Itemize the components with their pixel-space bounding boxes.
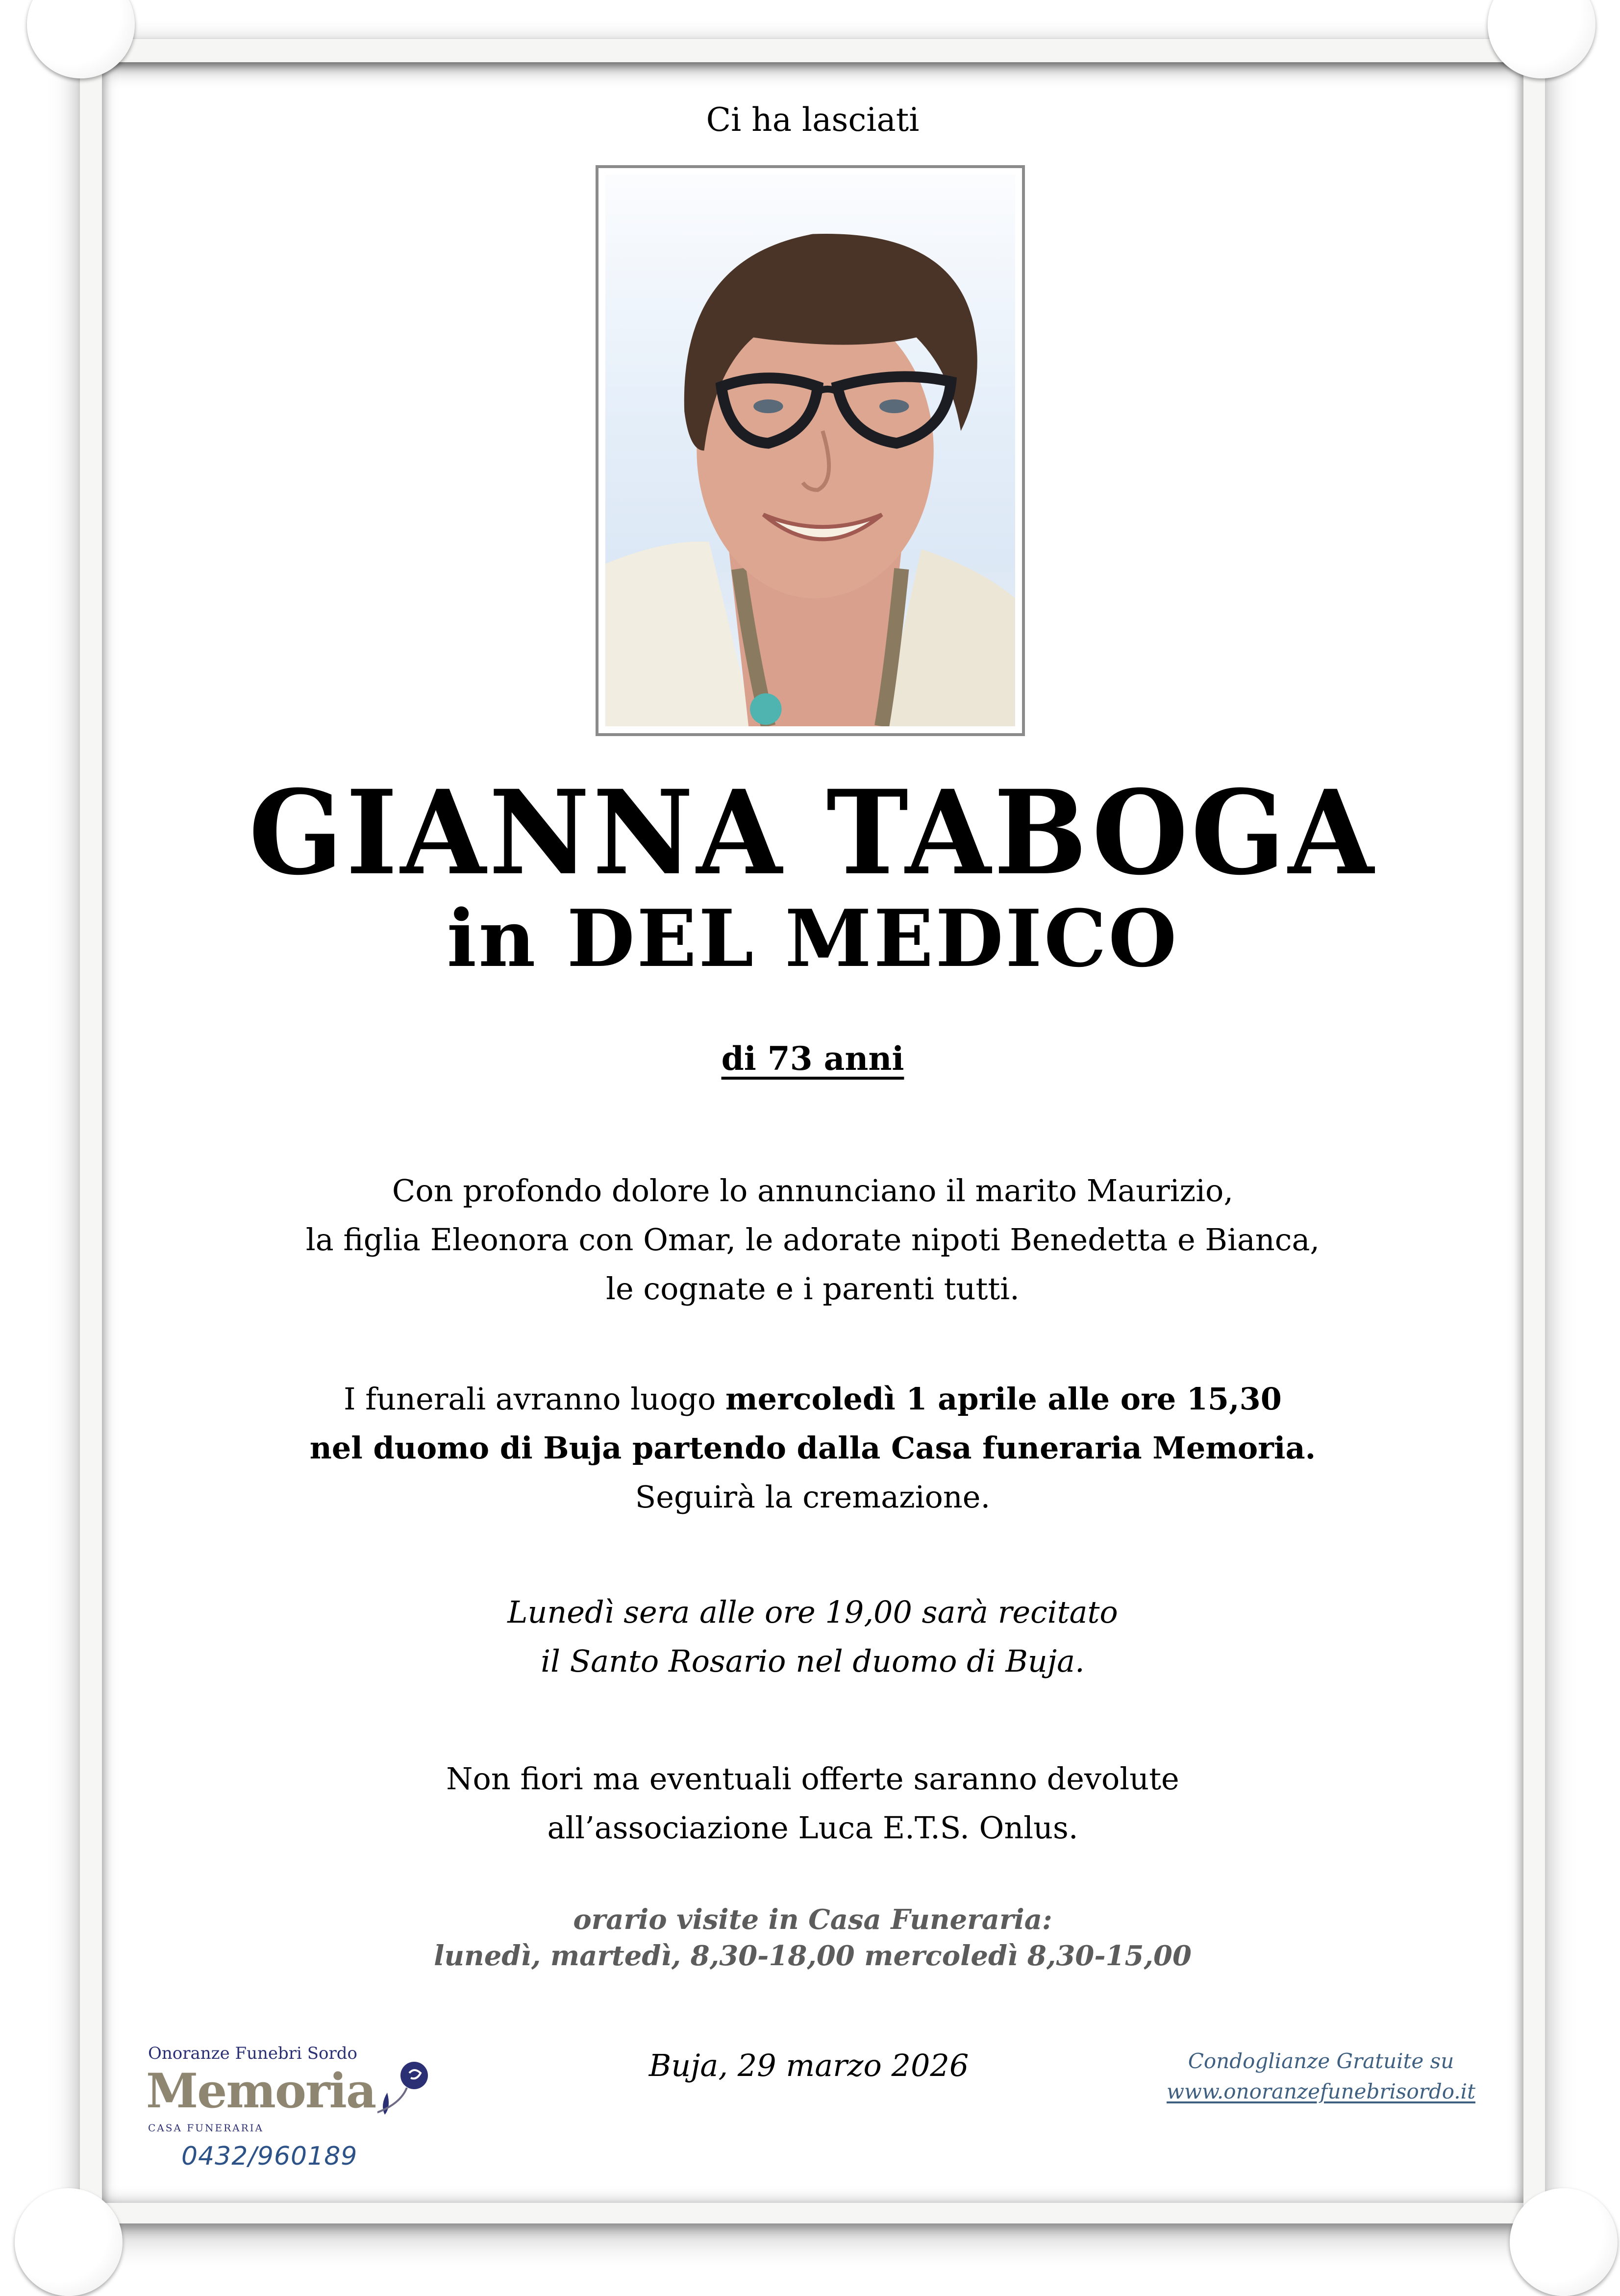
website-link[interactable]: www.onoranzefunebrisordo.it <box>1167 2079 1475 2103</box>
funeral-home-logo <box>142 2024 446 2142</box>
condolences-label: Condoglianze Gratuite su <box>1188 2049 1454 2073</box>
frame-right-bar <box>1523 39 1545 2223</box>
logo-subtitle: CASA FUNERARIA <box>148 2122 264 2134</box>
visiting-hours-title: orario visite in Casa Funeraria: <box>573 1903 1052 1936</box>
funeral-line-1 <box>102 1375 1523 1424</box>
funeral-line-2 <box>102 1424 1523 1473</box>
intro-text: Ci ha lasciati <box>706 101 920 139</box>
frame-corner-bottom-left <box>15 2188 123 2296</box>
funeral-location: nel duomo di Buja partendo dalla Casa funeraria Memoria. <box>309 1430 1316 1466</box>
condolences-block <box>1142 2046 1500 2107</box>
rosary-line: il Santo Rosario nel duomo di Buja. <box>541 1643 1085 1679</box>
age-line <box>102 1039 1523 1078</box>
portrait-photo-frame <box>596 165 1025 736</box>
deceased-name: GIANNA TABOGA <box>249 765 1377 901</box>
age-text: di 73 anni <box>721 1039 904 1078</box>
visiting-hours-times: lunedì, martedì, 8,30-18,00 mercoledì 8,30-15,00 <box>434 1940 1192 1972</box>
funeral-datetime: mercoledì 1 aprile alle ore 15,30 <box>725 1381 1282 1417</box>
announcement-block <box>102 1166 1523 1313</box>
logo-brand: Memoria <box>146 2063 376 2119</box>
frame-bottom-bar <box>80 2203 1545 2223</box>
donations-line: all’associazione Luca E.T.S. Onlus. <box>547 1810 1078 1846</box>
funeral-prefix: I funerali avranno luogo <box>344 1381 726 1417</box>
rosary-block <box>102 1588 1523 1686</box>
funeral-line-3: Seguirà la cremazione. <box>635 1479 991 1515</box>
place-date: Buja, 29 marzo 2026 <box>648 2048 969 2083</box>
rosary-line: Lunedì sera alle ore 19,00 sarà recitato <box>507 1594 1118 1630</box>
frame-left-bar <box>80 39 102 2223</box>
announcement-line: Con profondo dolore lo annunciano il marito Maurizio, <box>392 1173 1234 1209</box>
donations-line: Non fiori ma eventuali offerte saranno devolute <box>446 1761 1179 1797</box>
frame-corner-bottom-right <box>1510 2188 1618 2296</box>
rose-icon <box>377 2058 431 2132</box>
portrait-illustration <box>605 175 1015 726</box>
phone-number: 0432/960189 <box>181 2142 358 2171</box>
announcement-line: la figlia Eleonora con Omar, le adorate nipoti Benedetta e Bianca, <box>305 1222 1320 1258</box>
frame-top-bar <box>80 39 1545 62</box>
portrait-photo <box>605 175 1015 726</box>
married-name: in DEL MEDICO <box>447 892 1179 985</box>
visiting-hours-block <box>102 1901 1523 1974</box>
donations-block <box>102 1754 1523 1852</box>
logo-company-name: Onoranze Funebri Sordo <box>148 2044 357 2063</box>
announcement-line: le cognate e i parenti tutti. <box>606 1271 1020 1307</box>
funeral-block <box>102 1375 1523 1522</box>
